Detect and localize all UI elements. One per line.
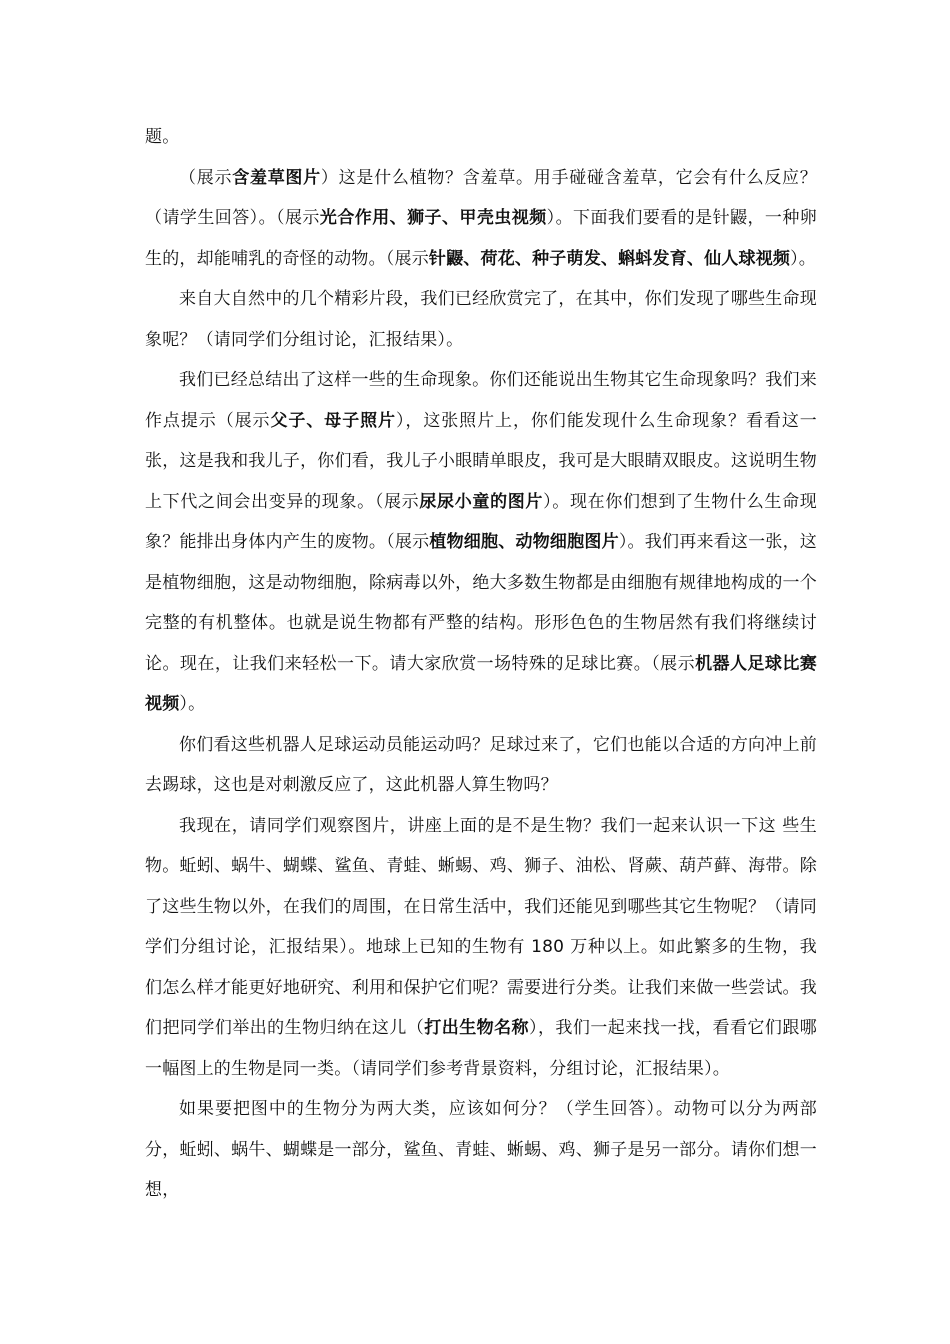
document-body [145,117,817,1211]
text-run: （展示 [179,167,233,188]
bold-text-run: 打出生物名称 [424,1018,530,1038]
text-run: ）。下面我们要看的是针鼹，一种卵生的，却能哺乳的奇怪的动物。（展示 [145,208,817,269]
text-run: ）。我们再来看这一张，这是植物细胞，这是动物细胞，除病毒以外，绝大多数生物都是由细胞有规律地构成的一个完整的有机整体。也就是说生物都有严整的结构。形形色色的生物居然有我们将继续讨论。现在，让我们来轻松一下。请大家欣赏一场特殊的足球比赛。（展示 [145,532,818,674]
text-run: ）这是什么植物？含羞草。用手碰碰含羞草，它会有什么反应？（请学生回答）。（展示 [145,167,817,228]
text-run: ），这张照片上，你们能发现什么生命现象？看看这一张，这是我和我儿子，你们看，我儿子小眼睛单眼皮，我可是大眼睛双眼皮。这说明生物上下代之间会出变异的现象。（展示 [145,410,817,512]
paragraph [145,279,817,360]
bold-text-run: 植物细胞、动物细胞图片 [429,532,619,552]
text-run: 你们看这些机器人足球运动员能运动吗？足球过来了，它们也能以合适的方向冲上前去踢球，这也是对刺激反应了，这此机器人算生物吗？ [145,734,817,795]
text-run: 如果要把图中的生物分为两大类，应该如何分？（学生回答）。动物可以分为两部分，蚯蚓、蜗牛、蝴蝶是一部分，鲨鱼、青蛙、蜥蜴、鸡、狮子是另一部分。请你们想一想， [145,1099,817,1200]
bold-text-run: 含羞草图片 [232,167,321,188]
text-run: ）。 [790,248,817,269]
text-run: 我们已经总结出了这样一些的生命现象。你们还能说出生物其它生命现象吗？我们来作点提示（展示 [145,370,817,431]
text-run: 来自大自然中的几个精彩片段，我们已经欣赏完了，在其中，你们发现了哪些生命现象呢？（请同学们分组讨论，汇报结果）。 [145,289,817,350]
bold-text-run: 父子、母子照片 [270,410,396,431]
text-run: ），我们一起来找一找，看看它们跟哪一幅图上的生物是同一类。（请同学们参考背景资料，分组讨论，汇报结果）。 [145,1018,817,1079]
paragraph [145,158,817,280]
text-run: 我现在，请同学们观察图片，讲座上面的是不是生物？我们一起来认识一下这 些生物。蚯蚓、蜗牛、蝴蝶、鲨鱼、青蛙、蜥蜴、鸡、狮子、油松、肾蕨、葫芦藓、海带。除了这些生物以外，在我们的周围，在日常生活中，我们还能见到哪些其它生物呢？（请同学们分组讨论，汇报结果）。地球上已知的生物有 180 万种以上。如此繁多的生物，我们怎么样才能更好地研究、利用和保护它们呢？需要进行分类。让我们来做一些尝试。我们把同学们举出的生物归纳在这儿（ [145,815,817,1038]
bold-text-run: 光合作用、狮子、甲壳虫视频 [319,208,547,228]
text-run: 题。 [145,127,180,147]
paragraph [145,725,817,806]
bold-text-run: 机器人足球比赛视频 [145,653,817,714]
bold-text-run: 针鼹、荷花、种子萌发、蝌蚪发育、仙人球视频 [428,248,791,269]
bold-text-run: 尿尿小童的图片 [419,491,544,512]
paragraph [145,117,817,158]
paragraph [145,806,817,1090]
text-run: ）。 [179,694,206,714]
paragraph [145,360,817,725]
paragraph [145,1089,817,1211]
text-run: ）。现在你们想到了生物什么生命现象？能排出身体内产生的废物。（展示 [145,491,817,552]
